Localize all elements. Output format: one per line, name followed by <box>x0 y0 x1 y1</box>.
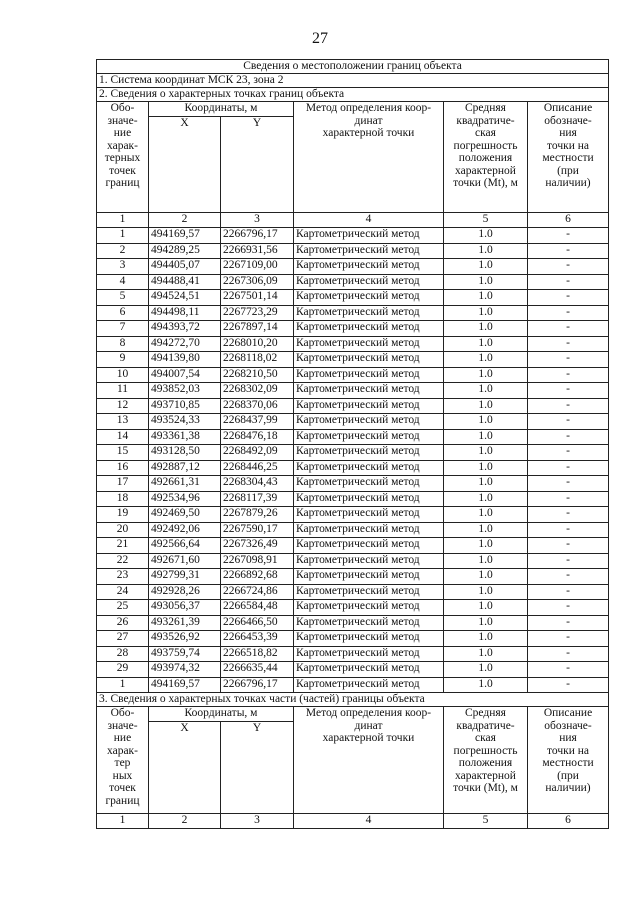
coord-y: 2268446,25 <box>221 460 294 476</box>
col-number: 5 <box>444 213 528 228</box>
error-cell: 1.0 <box>444 352 528 368</box>
method-cell: Картометрический метод <box>294 228 444 244</box>
coord-x: 492492,06 <box>149 522 221 538</box>
section-part-boundary-points: 3. Сведения о характерных точках части (частей) границы объекта <box>97 693 609 707</box>
point-number: 1 <box>97 677 149 693</box>
header3-coordinates: Координаты, м <box>149 707 294 722</box>
description-cell: - <box>528 677 609 693</box>
table-row <box>97 445 609 461</box>
point-number: 26 <box>97 615 149 631</box>
description-cell: - <box>528 553 609 569</box>
table-row <box>97 631 609 647</box>
coord-x: 494169,57 <box>149 677 221 693</box>
coord-y: 2268210,50 <box>221 367 294 383</box>
table-row <box>97 321 609 337</box>
method-cell: Картометрический метод <box>294 507 444 523</box>
description-cell: - <box>528 429 609 445</box>
description-cell: - <box>528 414 609 430</box>
method-cell: Картометрический метод <box>294 398 444 414</box>
table-row <box>97 290 609 306</box>
coord-x: 493524,33 <box>149 414 221 430</box>
point-number: 9 <box>97 352 149 368</box>
point-number: 12 <box>97 398 149 414</box>
header3-designation: Обо- значе- ние харак- тер ных точек границ <box>97 707 149 814</box>
error-cell: 1.0 <box>444 398 528 414</box>
col-number: 5 <box>444 814 528 829</box>
description-cell: - <box>528 522 609 538</box>
description-cell: - <box>528 383 609 399</box>
coord-x: 492799,31 <box>149 569 221 585</box>
method-cell: Картометрический метод <box>294 677 444 693</box>
coord-x: 493056,37 <box>149 600 221 616</box>
coord-y: 2268304,43 <box>221 476 294 492</box>
method-cell: Картометрический метод <box>294 429 444 445</box>
coord-y: 2266635,44 <box>221 662 294 678</box>
error-cell: 1.0 <box>444 383 528 399</box>
coord-x: 492661,31 <box>149 476 221 492</box>
error-cell: 1.0 <box>444 662 528 678</box>
coord-x: 493261,39 <box>149 615 221 631</box>
header3-description: Описание обозначе- ния точки на местности (при наличии) <box>528 707 609 814</box>
coord-x: 494405,07 <box>149 259 221 275</box>
boundary-table <box>96 59 609 829</box>
point-number: 13 <box>97 414 149 430</box>
error-cell: 1.0 <box>444 290 528 306</box>
point-number: 17 <box>97 476 149 492</box>
method-cell: Картометрический метод <box>294 646 444 662</box>
point-number: 14 <box>97 429 149 445</box>
coord-y: 2266724,86 <box>221 584 294 600</box>
point-number: 22 <box>97 553 149 569</box>
table-row <box>97 600 609 616</box>
col-number: 6 <box>528 213 609 228</box>
table-row <box>97 677 609 693</box>
coord-x: 493710,85 <box>149 398 221 414</box>
error-cell: 1.0 <box>444 445 528 461</box>
coord-y: 2266466,50 <box>221 615 294 631</box>
table-row <box>97 507 609 523</box>
coord-x: 494524,51 <box>149 290 221 306</box>
col-number: 6 <box>528 814 609 829</box>
method-cell: Картометрический метод <box>294 538 444 554</box>
error-cell: 1.0 <box>444 646 528 662</box>
page-number: 27 <box>312 30 328 47</box>
table-row <box>97 305 609 321</box>
coord-y: 2268437,99 <box>221 414 294 430</box>
method-cell: Картометрический метод <box>294 336 444 352</box>
coord-x: 493759,74 <box>149 646 221 662</box>
header-designation: Обо- значе- ние харак- терных точек границ <box>97 102 149 213</box>
header3-method: Метод определения коор- динат характерной точки <box>294 707 444 814</box>
col-number: 1 <box>97 213 149 228</box>
method-cell: Картометрический метод <box>294 305 444 321</box>
header-description: Описание обозначе- ния точки на местности (при наличии) <box>528 102 609 213</box>
data-rows <box>97 228 609 693</box>
table-row <box>97 367 609 383</box>
coord-x: 493128,50 <box>149 445 221 461</box>
method-cell: Картометрический метод <box>294 383 444 399</box>
table-row <box>97 584 609 600</box>
coord-y: 2266518,82 <box>221 646 294 662</box>
method-cell: Картометрический метод <box>294 476 444 492</box>
method-cell: Картометрический метод <box>294 460 444 476</box>
table-row <box>97 259 609 275</box>
method-cell: Картометрический метод <box>294 553 444 569</box>
table-row <box>97 615 609 631</box>
error-cell: 1.0 <box>444 228 528 244</box>
error-cell: 1.0 <box>444 476 528 492</box>
coord-x: 492887,12 <box>149 460 221 476</box>
header3-error: Средняя квадратиче- ская погрешность положения характерной точки (Mt), м <box>444 707 528 814</box>
coord-y: 2267501,14 <box>221 290 294 306</box>
method-cell: Картометрический метод <box>294 367 444 383</box>
table-row <box>97 538 609 554</box>
coord-x: 492566,64 <box>149 538 221 554</box>
col-number: 3 <box>221 213 294 228</box>
method-cell: Картометрический метод <box>294 615 444 631</box>
column-numbers-row-3 <box>97 814 609 829</box>
table-row <box>97 476 609 492</box>
point-number: 16 <box>97 460 149 476</box>
table-row <box>97 522 609 538</box>
point-number: 24 <box>97 584 149 600</box>
point-number: 15 <box>97 445 149 461</box>
method-cell: Картометрический метод <box>294 414 444 430</box>
error-cell: 1.0 <box>444 615 528 631</box>
error-cell: 1.0 <box>444 429 528 445</box>
point-number: 5 <box>97 290 149 306</box>
method-cell: Картометрический метод <box>294 522 444 538</box>
table-row <box>97 398 609 414</box>
error-cell: 1.0 <box>444 677 528 693</box>
error-cell: 1.0 <box>444 460 528 476</box>
description-cell: - <box>528 305 609 321</box>
coord-y: 2266584,48 <box>221 600 294 616</box>
table-row <box>97 553 609 569</box>
table-row <box>97 228 609 244</box>
method-cell: Картометрический метод <box>294 600 444 616</box>
error-cell: 1.0 <box>444 584 528 600</box>
description-cell: - <box>528 367 609 383</box>
table-row <box>97 414 609 430</box>
description-cell: - <box>528 290 609 306</box>
col-number: 4 <box>294 213 444 228</box>
coord-y: 2266931,56 <box>221 243 294 259</box>
error-cell: 1.0 <box>444 259 528 275</box>
table-row <box>97 646 609 662</box>
coord-x: 492671,60 <box>149 553 221 569</box>
error-cell: 1.0 <box>444 631 528 647</box>
description-cell: - <box>528 274 609 290</box>
description-cell: - <box>528 507 609 523</box>
method-cell: Картометрический метод <box>294 274 444 290</box>
error-cell: 1.0 <box>444 538 528 554</box>
method-cell: Картометрический метод <box>294 321 444 337</box>
point-number: 10 <box>97 367 149 383</box>
point-number: 27 <box>97 631 149 647</box>
point-number: 18 <box>97 491 149 507</box>
method-cell: Картометрический метод <box>294 584 444 600</box>
coord-x: 494289,25 <box>149 243 221 259</box>
table-row <box>97 274 609 290</box>
table-row <box>97 491 609 507</box>
error-cell: 1.0 <box>444 491 528 507</box>
description-cell: - <box>528 646 609 662</box>
table-title: Сведения о местоположении границ объекта <box>97 60 609 74</box>
method-cell: Картометрический метод <box>294 352 444 368</box>
coord-x: 492534,96 <box>149 491 221 507</box>
method-cell: Картометрический метод <box>294 491 444 507</box>
description-cell: - <box>528 662 609 678</box>
coord-y: 2268370,06 <box>221 398 294 414</box>
table-row <box>97 243 609 259</box>
header3-y: Y <box>221 722 294 814</box>
table-row <box>97 429 609 445</box>
header3-x: X <box>149 722 221 814</box>
coord-y: 2267098,91 <box>221 553 294 569</box>
description-cell: - <box>528 243 609 259</box>
point-number: 8 <box>97 336 149 352</box>
col-number: 3 <box>221 814 294 829</box>
error-cell: 1.0 <box>444 600 528 616</box>
table-row <box>97 460 609 476</box>
col-number: 4 <box>294 814 444 829</box>
coord-y: 2267326,49 <box>221 538 294 554</box>
point-number: 2 <box>97 243 149 259</box>
header-x: X <box>149 117 221 213</box>
header-method: Метод определения коор- динат характерной точки <box>294 102 444 213</box>
description-cell: - <box>528 631 609 647</box>
coord-y: 2266796,17 <box>221 228 294 244</box>
point-number: 3 <box>97 259 149 275</box>
section-boundary-points: 2. Сведения о характерных точках границ объекта <box>97 88 609 102</box>
error-cell: 1.0 <box>444 507 528 523</box>
coord-x: 494139,80 <box>149 352 221 368</box>
method-cell: Картометрический метод <box>294 631 444 647</box>
coord-y: 2267897,14 <box>221 321 294 337</box>
error-cell: 1.0 <box>444 243 528 259</box>
coord-y: 2266453,39 <box>221 631 294 647</box>
coord-x: 494498,11 <box>149 305 221 321</box>
description-cell: - <box>528 584 609 600</box>
coord-x: 494169,57 <box>149 228 221 244</box>
coord-x: 494272,70 <box>149 336 221 352</box>
coord-y: 2267306,09 <box>221 274 294 290</box>
point-number: 7 <box>97 321 149 337</box>
coord-x: 492469,50 <box>149 507 221 523</box>
table-row <box>97 569 609 585</box>
error-cell: 1.0 <box>444 553 528 569</box>
description-cell: - <box>528 460 609 476</box>
error-cell: 1.0 <box>444 569 528 585</box>
point-number: 29 <box>97 662 149 678</box>
error-cell: 1.0 <box>444 367 528 383</box>
coord-y: 2267879,26 <box>221 507 294 523</box>
table-row <box>97 383 609 399</box>
coord-x: 493852,03 <box>149 383 221 399</box>
error-cell: 1.0 <box>444 321 528 337</box>
error-cell: 1.0 <box>444 305 528 321</box>
method-cell: Картометрический метод <box>294 662 444 678</box>
point-number: 25 <box>97 600 149 616</box>
error-cell: 1.0 <box>444 336 528 352</box>
point-number: 1 <box>97 228 149 244</box>
method-cell: Картометрический метод <box>294 445 444 461</box>
point-number: 6 <box>97 305 149 321</box>
description-cell: - <box>528 615 609 631</box>
coord-y: 2268117,39 <box>221 491 294 507</box>
description-cell: - <box>528 538 609 554</box>
point-number: 4 <box>97 274 149 290</box>
description-cell: - <box>528 228 609 244</box>
description-cell: - <box>528 476 609 492</box>
description-cell: - <box>528 336 609 352</box>
point-number: 11 <box>97 383 149 399</box>
coord-y: 2266892,68 <box>221 569 294 585</box>
description-cell: - <box>528 569 609 585</box>
coord-x: 492928,26 <box>149 584 221 600</box>
method-cell: Картометрический метод <box>294 290 444 306</box>
coord-y: 2268302,09 <box>221 383 294 399</box>
description-cell: - <box>528 491 609 507</box>
error-cell: 1.0 <box>444 522 528 538</box>
coord-x: 494488,41 <box>149 274 221 290</box>
method-cell: Картометрический метод <box>294 259 444 275</box>
method-cell: Картометрический метод <box>294 569 444 585</box>
description-cell: - <box>528 398 609 414</box>
coord-y: 2268476,18 <box>221 429 294 445</box>
method-cell: Картометрический метод <box>294 243 444 259</box>
error-cell: 1.0 <box>444 414 528 430</box>
coord-y: 2267723,29 <box>221 305 294 321</box>
description-cell: - <box>528 445 609 461</box>
coord-y: 2268492,09 <box>221 445 294 461</box>
point-number: 23 <box>97 569 149 585</box>
point-number: 21 <box>97 538 149 554</box>
coord-y: 2267109,00 <box>221 259 294 275</box>
description-cell: - <box>528 600 609 616</box>
table-row <box>97 352 609 368</box>
col-number: 2 <box>149 814 221 829</box>
table-row <box>97 336 609 352</box>
column-numbers-row <box>97 213 609 228</box>
coord-x: 493974,32 <box>149 662 221 678</box>
point-number: 28 <box>97 646 149 662</box>
coord-y: 2268010,20 <box>221 336 294 352</box>
error-cell: 1.0 <box>444 274 528 290</box>
point-number: 19 <box>97 507 149 523</box>
coord-x: 493526,92 <box>149 631 221 647</box>
description-cell: - <box>528 259 609 275</box>
description-cell: - <box>528 352 609 368</box>
description-cell: - <box>528 321 609 337</box>
table-row <box>97 662 609 678</box>
coord-y: 2268118,02 <box>221 352 294 368</box>
section-coordinate-system: 1. Система координат МСК 23, зона 2 <box>97 74 609 88</box>
coord-x: 494007,54 <box>149 367 221 383</box>
header-error: Средняя квадратиче- ская погрешность положения характерной точки (Mt), м <box>444 102 528 213</box>
coord-y: 2267590,17 <box>221 522 294 538</box>
col-number: 2 <box>149 213 221 228</box>
col-number: 1 <box>97 814 149 829</box>
coord-x: 493361,38 <box>149 429 221 445</box>
coord-x: 494393,72 <box>149 321 221 337</box>
coord-y: 2266796,17 <box>221 677 294 693</box>
header-coordinates: Координаты, м <box>149 102 294 117</box>
header-y: Y <box>221 117 294 213</box>
point-number: 20 <box>97 522 149 538</box>
